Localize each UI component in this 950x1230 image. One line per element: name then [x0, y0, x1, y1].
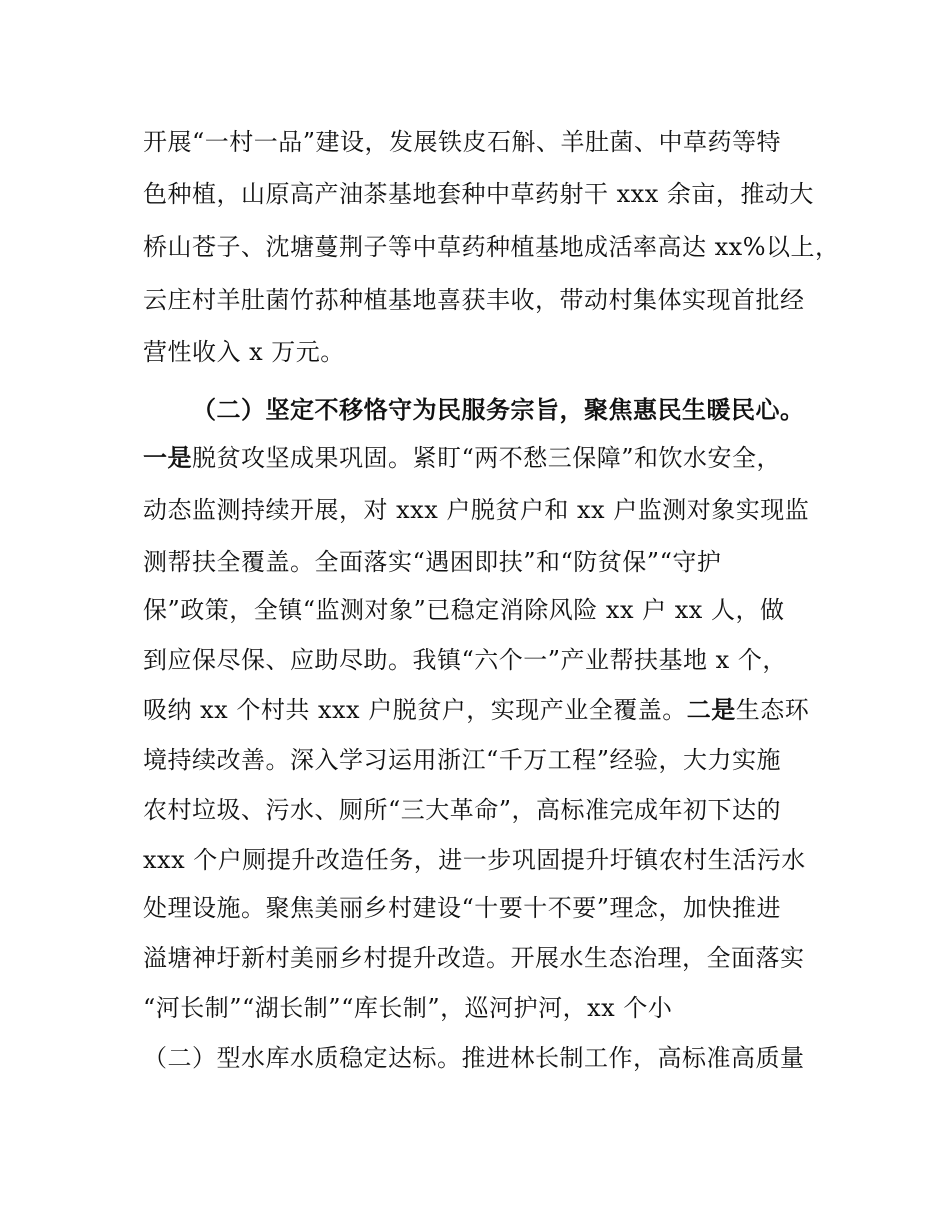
paragraph-2-line-9: xxx 个户厕提升改造任务，进一步巩固提升圩镇农村生活污水	[143, 846, 806, 874]
paragraph-2-line-10: 处理设施。聚焦美丽乡村建设“十要十不要”理念，加快推进	[143, 894, 782, 922]
paragraph-2-line-1-text: 脱贫攻坚成果巩固。紧盯“两不愁三保障”和饮水安全，	[192, 444, 782, 472]
paragraph-2-line-2: 动态监测持续开展，对 xxx 户脱贫户和 xx 户监测对象实现监	[143, 496, 810, 524]
paragraph-2-line-6-end: 生态环	[735, 696, 810, 724]
paragraph-1-line-1: 开展“一村一品”建设，发展铁皮石斛、羊肚菌、中草药等特	[143, 128, 782, 156]
paragraph-2-line-12: “河长制”“湖长制”“库长制”，巡河护河，xx 个小	[143, 994, 673, 1022]
paragraph-2-line-5: 到应保尽保、应助尽助。我镇“六个一”产业帮扶基地 x 个，	[143, 646, 787, 674]
paragraph-2-line-8: 农村垃圾、污水、厕所“三大革命”，高标准完成年初下达的	[143, 796, 782, 824]
paragraph-2-line-1	[143, 438, 823, 478]
paragraph-2-line-4: 保”政策，全镇“监测对象”已稳定消除风险 xx 户 xx 人，做	[143, 596, 785, 624]
paragraph-2-line-11: 溢塘神圩新村美丽乡村提升改造。开展水生态治理，全面落实	[143, 944, 805, 972]
paragraph-2-line-13: （二）型水库水质稳定达标。推进林长制工作，高标准高质量	[143, 1044, 805, 1072]
section-heading: （二）坚定不移恪守为民服务宗旨，聚焦惠民生暖民心。	[192, 396, 805, 424]
paragraph-1-line-2: 色种植，山原高产油茶基地套种中草药射干 xxx 余亩，推动大	[143, 180, 814, 208]
paragraph-1-line-4: 云庄村羊肚菌竹荪种植基地喜获丰收，带动村集体实现首批经	[143, 286, 805, 314]
point-two-marker: 二是	[686, 696, 736, 724]
paragraph-2-line-6-start: 吸纳 xx 个村共 xxx 户脱贫户，实现产业全覆盖。	[143, 696, 687, 724]
paragraph-2-line-3: 测帮扶全覆盖。全面落实“遇困即扶”和“防贫保”“守护	[143, 548, 722, 576]
paragraph-2-line-7: 境持续改善。深入学习运用浙江“千万工程”经验，大力实施	[143, 746, 782, 774]
paragraph-1-line-3: 桥山苍子、沈塘蔓荆子等中草药种植基地成活率高达 xx%以上，	[143, 233, 840, 261]
point-one-marker: 一是	[143, 444, 192, 472]
paragraph-2-line-6	[143, 690, 823, 730]
paragraph-1-line-5: 营性收入 x 万元。	[143, 338, 345, 366]
